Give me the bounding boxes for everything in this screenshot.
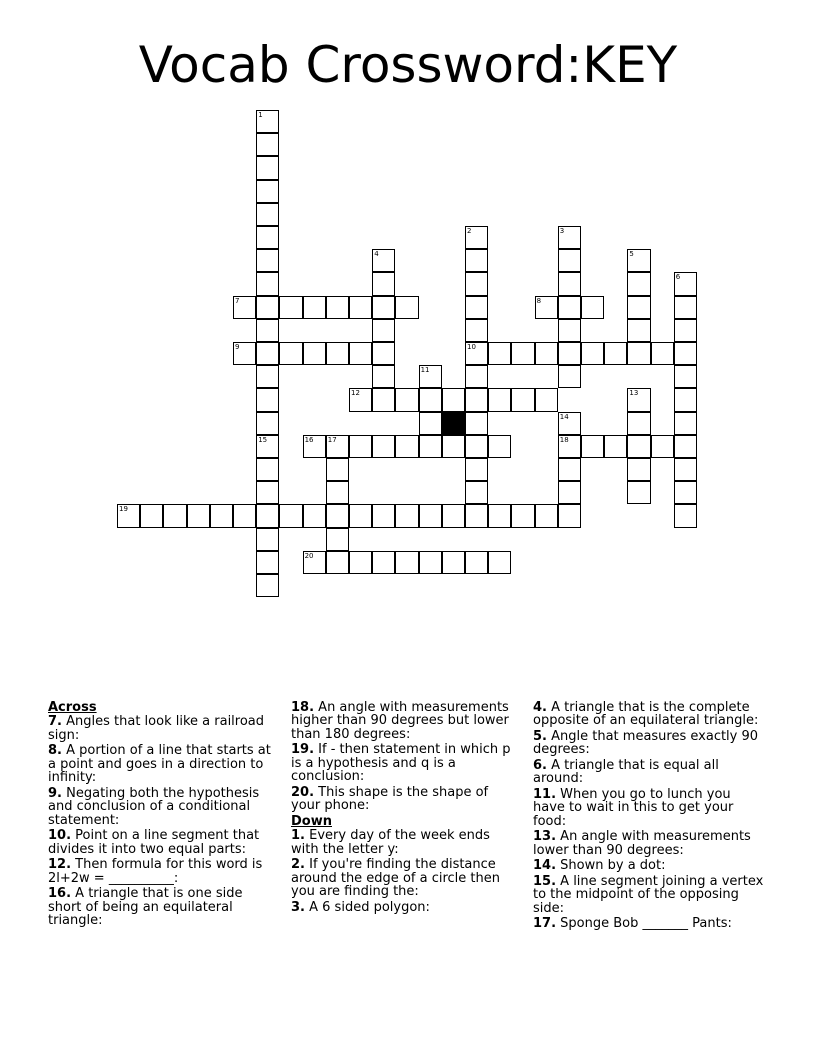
grid-cell[interactable] xyxy=(256,388,279,411)
grid-cell[interactable] xyxy=(256,342,279,365)
grid-cell[interactable] xyxy=(465,551,488,574)
grid-cell[interactable] xyxy=(233,504,256,527)
grid-cell[interactable] xyxy=(558,249,581,272)
grid-cell[interactable] xyxy=(372,272,395,295)
clue-number: 6. xyxy=(533,758,547,773)
grid-cell[interactable] xyxy=(303,296,326,319)
clue-number: 7. xyxy=(48,714,62,730)
grid-cell[interactable] xyxy=(326,551,349,574)
cell-number: 1 xyxy=(258,111,263,119)
clue-text: A 6 sided polygon: xyxy=(309,899,430,915)
grid-cell[interactable] xyxy=(256,110,279,133)
grid-cell[interactable] xyxy=(256,319,279,342)
clue-number: 12. xyxy=(48,857,72,873)
across-clue-12 xyxy=(48,858,276,885)
clue-text: Shown by a dot: xyxy=(560,858,666,874)
grid-cell[interactable] xyxy=(558,365,581,388)
across-clue-16 xyxy=(48,887,276,927)
down-clue-4 xyxy=(533,701,765,728)
grid-cell[interactable] xyxy=(674,481,697,504)
grid-cell[interactable] xyxy=(488,435,511,458)
down-clue-11 xyxy=(533,788,765,828)
clue-text: Angle that measures exactly 90 degrees: xyxy=(533,729,759,758)
grid-cell[interactable] xyxy=(627,319,650,342)
down-clue-14 xyxy=(533,859,765,872)
grid-cell[interactable] xyxy=(465,365,488,388)
grid-cell[interactable] xyxy=(442,388,465,411)
across-clue-19 xyxy=(291,743,521,783)
grid-cell[interactable] xyxy=(256,504,279,527)
grid-cell[interactable] xyxy=(395,296,418,319)
down-clue-13 xyxy=(533,830,765,857)
grid-cell[interactable] xyxy=(117,504,140,527)
grid-cell[interactable] xyxy=(465,481,488,504)
clue-text: A portion of a line that starts at a point and goes in a direction to infinity: xyxy=(48,743,271,786)
grid-cell[interactable] xyxy=(535,388,558,411)
grid-cell[interactable] xyxy=(326,528,349,551)
grid-cell[interactable] xyxy=(256,481,279,504)
grid-cell[interactable] xyxy=(395,388,418,411)
grid-cell[interactable] xyxy=(442,504,465,527)
clue-text: An angle with measurements lower than 90 degrees: xyxy=(533,829,751,858)
cell-number: 9 xyxy=(235,343,240,351)
cell-number: 14 xyxy=(559,412,569,421)
grid-cell[interactable] xyxy=(535,504,558,527)
grid-cell[interactable] xyxy=(581,296,604,319)
cell-number: 18 xyxy=(559,435,569,444)
grid-cell[interactable] xyxy=(256,296,279,319)
grid-cell[interactable] xyxy=(349,504,372,527)
grid-cell[interactable] xyxy=(674,388,697,411)
across-clue-20 xyxy=(291,786,521,813)
grid-cell[interactable] xyxy=(558,342,581,365)
grid-cell[interactable] xyxy=(674,435,697,458)
grid-cell[interactable] xyxy=(674,342,697,365)
grid-cell[interactable] xyxy=(627,272,650,295)
grid-cell[interactable] xyxy=(210,504,233,527)
page-title: Vocab Crossword:KEY xyxy=(138,36,678,94)
grid-cell[interactable] xyxy=(558,504,581,527)
clue-text: If - then statement in which p is a hypothesis and q is a conclusion: xyxy=(291,742,511,785)
clue-column-3 xyxy=(533,701,765,933)
clue-number: 3. xyxy=(291,899,305,915)
grid-cell[interactable] xyxy=(303,435,326,458)
grid-cell[interactable] xyxy=(256,272,279,295)
clue-text: Angles that look like a railroad sign: xyxy=(48,714,265,743)
grid-cell[interactable] xyxy=(279,296,302,319)
grid-cell[interactable] xyxy=(604,435,627,458)
grid-cell[interactable] xyxy=(419,365,442,388)
grid-cell[interactable] xyxy=(256,458,279,481)
down-clue-2 xyxy=(291,858,521,898)
grid-cell[interactable] xyxy=(558,319,581,342)
grid-cell[interactable] xyxy=(187,504,210,527)
grid-cell[interactable] xyxy=(326,458,349,481)
down-clue-6 xyxy=(533,759,765,786)
cell-number: 7 xyxy=(235,296,240,305)
grid-cell[interactable] xyxy=(465,226,488,249)
down-clue-3 xyxy=(291,901,521,914)
grid-cell[interactable] xyxy=(627,435,650,458)
clue-number: 9. xyxy=(48,785,62,801)
grid-cell[interactable] xyxy=(419,388,442,411)
grid-cell[interactable] xyxy=(488,342,511,365)
clue-text: Every day of the week ends with the letter y: xyxy=(291,828,490,857)
grid-cell[interactable] xyxy=(651,435,674,458)
clue-number: 2. xyxy=(291,857,305,873)
grid-cell[interactable] xyxy=(395,504,418,527)
cell-number: 19 xyxy=(119,505,128,514)
grid-cell[interactable] xyxy=(442,435,465,458)
across-clue-9 xyxy=(48,787,276,827)
grid-cell[interactable] xyxy=(558,435,581,458)
clue-text: Then formula for this word is 2l+2w = __________: xyxy=(48,857,263,886)
grid-cell[interactable] xyxy=(233,296,256,319)
grid-cell[interactable] xyxy=(372,504,395,527)
down-clue-5 xyxy=(533,730,765,757)
cell-number: 17 xyxy=(327,435,337,444)
clue-text: A triangle that is equal all around: xyxy=(533,758,719,787)
grid-cell[interactable] xyxy=(395,435,418,458)
grid-cell[interactable] xyxy=(372,551,395,574)
grid-cell[interactable] xyxy=(465,249,488,272)
cell-number: 6 xyxy=(675,273,681,282)
across-heading: Across xyxy=(48,700,97,715)
grid-cell[interactable] xyxy=(419,412,442,435)
cell-number: 5 xyxy=(629,250,634,259)
cell-number: 15 xyxy=(258,435,268,444)
grid-cell[interactable] xyxy=(465,412,488,435)
clue-number: 10. xyxy=(48,828,72,844)
grid-cell[interactable] xyxy=(558,272,581,295)
cell-number: 3 xyxy=(559,227,565,235)
grid-cell[interactable] xyxy=(372,365,395,388)
clue-text: A triangle that is one side short of being an equilateral triangle: xyxy=(48,886,243,929)
grid-cell[interactable] xyxy=(465,458,488,481)
grid-cell[interactable] xyxy=(326,481,349,504)
grid-cell[interactable] xyxy=(140,504,163,527)
grid-cell[interactable] xyxy=(256,365,279,388)
clue-text: A triangle that is the complete opposite of an equilateral triangle: xyxy=(533,700,759,729)
grid-cell[interactable] xyxy=(163,504,186,527)
grid-cell[interactable] xyxy=(488,504,511,527)
clue-column-2 xyxy=(291,701,521,916)
grid-cell[interactable] xyxy=(349,435,372,458)
grid-cell[interactable] xyxy=(558,226,581,249)
down-clue-17 xyxy=(533,917,765,930)
grid-cell[interactable] xyxy=(604,342,627,365)
grid-cell[interactable] xyxy=(535,342,558,365)
grid-cell[interactable] xyxy=(419,504,442,527)
grid-cell[interactable] xyxy=(465,296,488,319)
grid-cell[interactable] xyxy=(372,388,395,411)
grid-cell[interactable] xyxy=(372,435,395,458)
grid-cell[interactable] xyxy=(511,388,534,411)
grid-cell[interactable] xyxy=(465,388,488,411)
grid-cell[interactable] xyxy=(326,504,349,527)
grid-cell[interactable] xyxy=(674,412,697,435)
grid-cell[interactable] xyxy=(256,226,279,249)
clue-text: If you're finding the distance around the edge of a circle then you are finding the: xyxy=(291,857,500,900)
clue-number: 8. xyxy=(48,743,62,759)
cell-number: 13 xyxy=(629,389,639,398)
cell-number: 20 xyxy=(304,551,314,560)
clue-number: 14. xyxy=(533,858,557,874)
grid-cell[interactable] xyxy=(627,458,650,481)
grid-cell[interactable] xyxy=(651,342,674,365)
grid-cell[interactable] xyxy=(326,342,349,365)
grid-cell[interactable] xyxy=(326,296,349,319)
clue-number: 19. xyxy=(291,742,315,758)
grid-cell[interactable] xyxy=(326,435,349,458)
clue-number: 1. xyxy=(291,828,305,844)
grid-cell[interactable] xyxy=(465,319,488,342)
grid-block xyxy=(442,412,465,435)
grid-cell[interactable] xyxy=(303,504,326,527)
grid-cell[interactable] xyxy=(581,342,604,365)
grid-cell[interactable] xyxy=(674,319,697,342)
grid-cell[interactable] xyxy=(581,435,604,458)
grid-cell[interactable] xyxy=(419,435,442,458)
cell-number: 16 xyxy=(304,435,314,444)
grid-cell[interactable] xyxy=(627,342,650,365)
grid-cell[interactable] xyxy=(674,296,697,319)
grid-cell[interactable] xyxy=(372,319,395,342)
grid-cell[interactable] xyxy=(349,388,372,411)
across-clue-10 xyxy=(48,829,276,856)
clue-text: This shape is the shape of your phone: xyxy=(291,784,489,814)
clue-number: 11. xyxy=(533,787,557,802)
across-clue-8 xyxy=(48,744,276,784)
grid-cell[interactable] xyxy=(627,481,650,504)
down-clue-15 xyxy=(533,875,765,915)
grid-cell[interactable] xyxy=(558,481,581,504)
grid-cell[interactable] xyxy=(465,435,488,458)
grid-cell[interactable] xyxy=(372,296,395,319)
cell-number: 10 xyxy=(467,343,476,351)
grid-cell[interactable] xyxy=(256,133,279,156)
clue-text: Negating both the hypothesis and conclusion of a conditional statement: xyxy=(48,785,260,828)
grid-cell[interactable] xyxy=(349,551,372,574)
clue-number: 13. xyxy=(533,829,557,845)
down-clue-1 xyxy=(291,829,521,856)
grid-cell[interactable] xyxy=(627,296,650,319)
grid-cell[interactable] xyxy=(256,156,279,179)
across-clue-7 xyxy=(48,715,276,742)
clue-column-1 xyxy=(48,701,276,930)
grid-cell[interactable] xyxy=(465,504,488,527)
clue-text: A line segment joining a vertex to the midpoint of the opposing side: xyxy=(533,874,764,916)
grid-cell[interactable] xyxy=(488,551,511,574)
clue-number: 16. xyxy=(48,886,72,902)
grid-cell[interactable] xyxy=(395,551,418,574)
cell-number: 11 xyxy=(420,366,430,375)
clue-number: 20. xyxy=(291,784,315,800)
grid-cell[interactable] xyxy=(256,203,279,226)
grid-cell[interactable] xyxy=(372,249,395,272)
grid-cell[interactable] xyxy=(256,551,279,574)
grid-cell[interactable] xyxy=(442,551,465,574)
grid-cell[interactable] xyxy=(511,504,534,527)
grid-cell[interactable] xyxy=(372,342,395,365)
clue-number: 5. xyxy=(533,729,547,744)
grid-cell[interactable] xyxy=(558,458,581,481)
grid-cell[interactable] xyxy=(303,342,326,365)
grid-cell[interactable] xyxy=(349,342,372,365)
clue-text: An angle with measurements higher than 90 degrees but lower than 180 degrees: xyxy=(291,700,509,742)
grid-cell[interactable] xyxy=(256,412,279,435)
grid-cell[interactable] xyxy=(256,180,279,203)
grid-cell[interactable] xyxy=(627,388,650,411)
clue-text: Sponge Bob _______ Pants: xyxy=(560,916,732,932)
clue-number: 18. xyxy=(291,700,315,715)
grid-cell[interactable] xyxy=(558,296,581,319)
grid-cell[interactable] xyxy=(256,574,279,597)
cell-number: 12 xyxy=(351,389,360,398)
grid-cell[interactable] xyxy=(279,342,302,365)
clue-text: When you go to lunch you have to wait in this to get your food: xyxy=(533,787,734,829)
down-heading: Down xyxy=(291,813,332,829)
grid-cell[interactable] xyxy=(674,504,697,527)
clue-number: 15. xyxy=(533,874,557,889)
grid-cell[interactable] xyxy=(535,296,558,319)
grid-cell[interactable] xyxy=(256,528,279,551)
grid-cell[interactable] xyxy=(674,272,697,295)
grid-cell[interactable] xyxy=(349,296,372,319)
grid-cell[interactable] xyxy=(465,272,488,295)
grid-cell[interactable] xyxy=(558,412,581,435)
grid-cell[interactable] xyxy=(627,249,650,272)
grid-cell[interactable] xyxy=(627,412,650,435)
cell-number: 8 xyxy=(536,296,542,305)
grid-cell[interactable] xyxy=(465,342,488,365)
grid-cell[interactable] xyxy=(233,342,256,365)
grid-cell[interactable] xyxy=(511,342,534,365)
grid-cell[interactable] xyxy=(674,365,697,388)
grid-cell[interactable] xyxy=(256,249,279,272)
grid-cell[interactable] xyxy=(419,551,442,574)
grid-cell[interactable] xyxy=(279,504,302,527)
grid-cell[interactable] xyxy=(256,435,279,458)
clue-text: Point on a line segment that divides it into two equal parts: xyxy=(48,828,260,857)
clue-number: 4. xyxy=(533,700,547,715)
across-clue-18 xyxy=(291,701,521,741)
cell-number: 2 xyxy=(467,227,472,235)
cell-number: 4 xyxy=(374,250,379,259)
grid-cell[interactable] xyxy=(303,551,326,574)
clue-number: 17. xyxy=(533,916,557,932)
grid-cell[interactable] xyxy=(674,458,697,481)
grid-cell[interactable] xyxy=(488,388,511,411)
